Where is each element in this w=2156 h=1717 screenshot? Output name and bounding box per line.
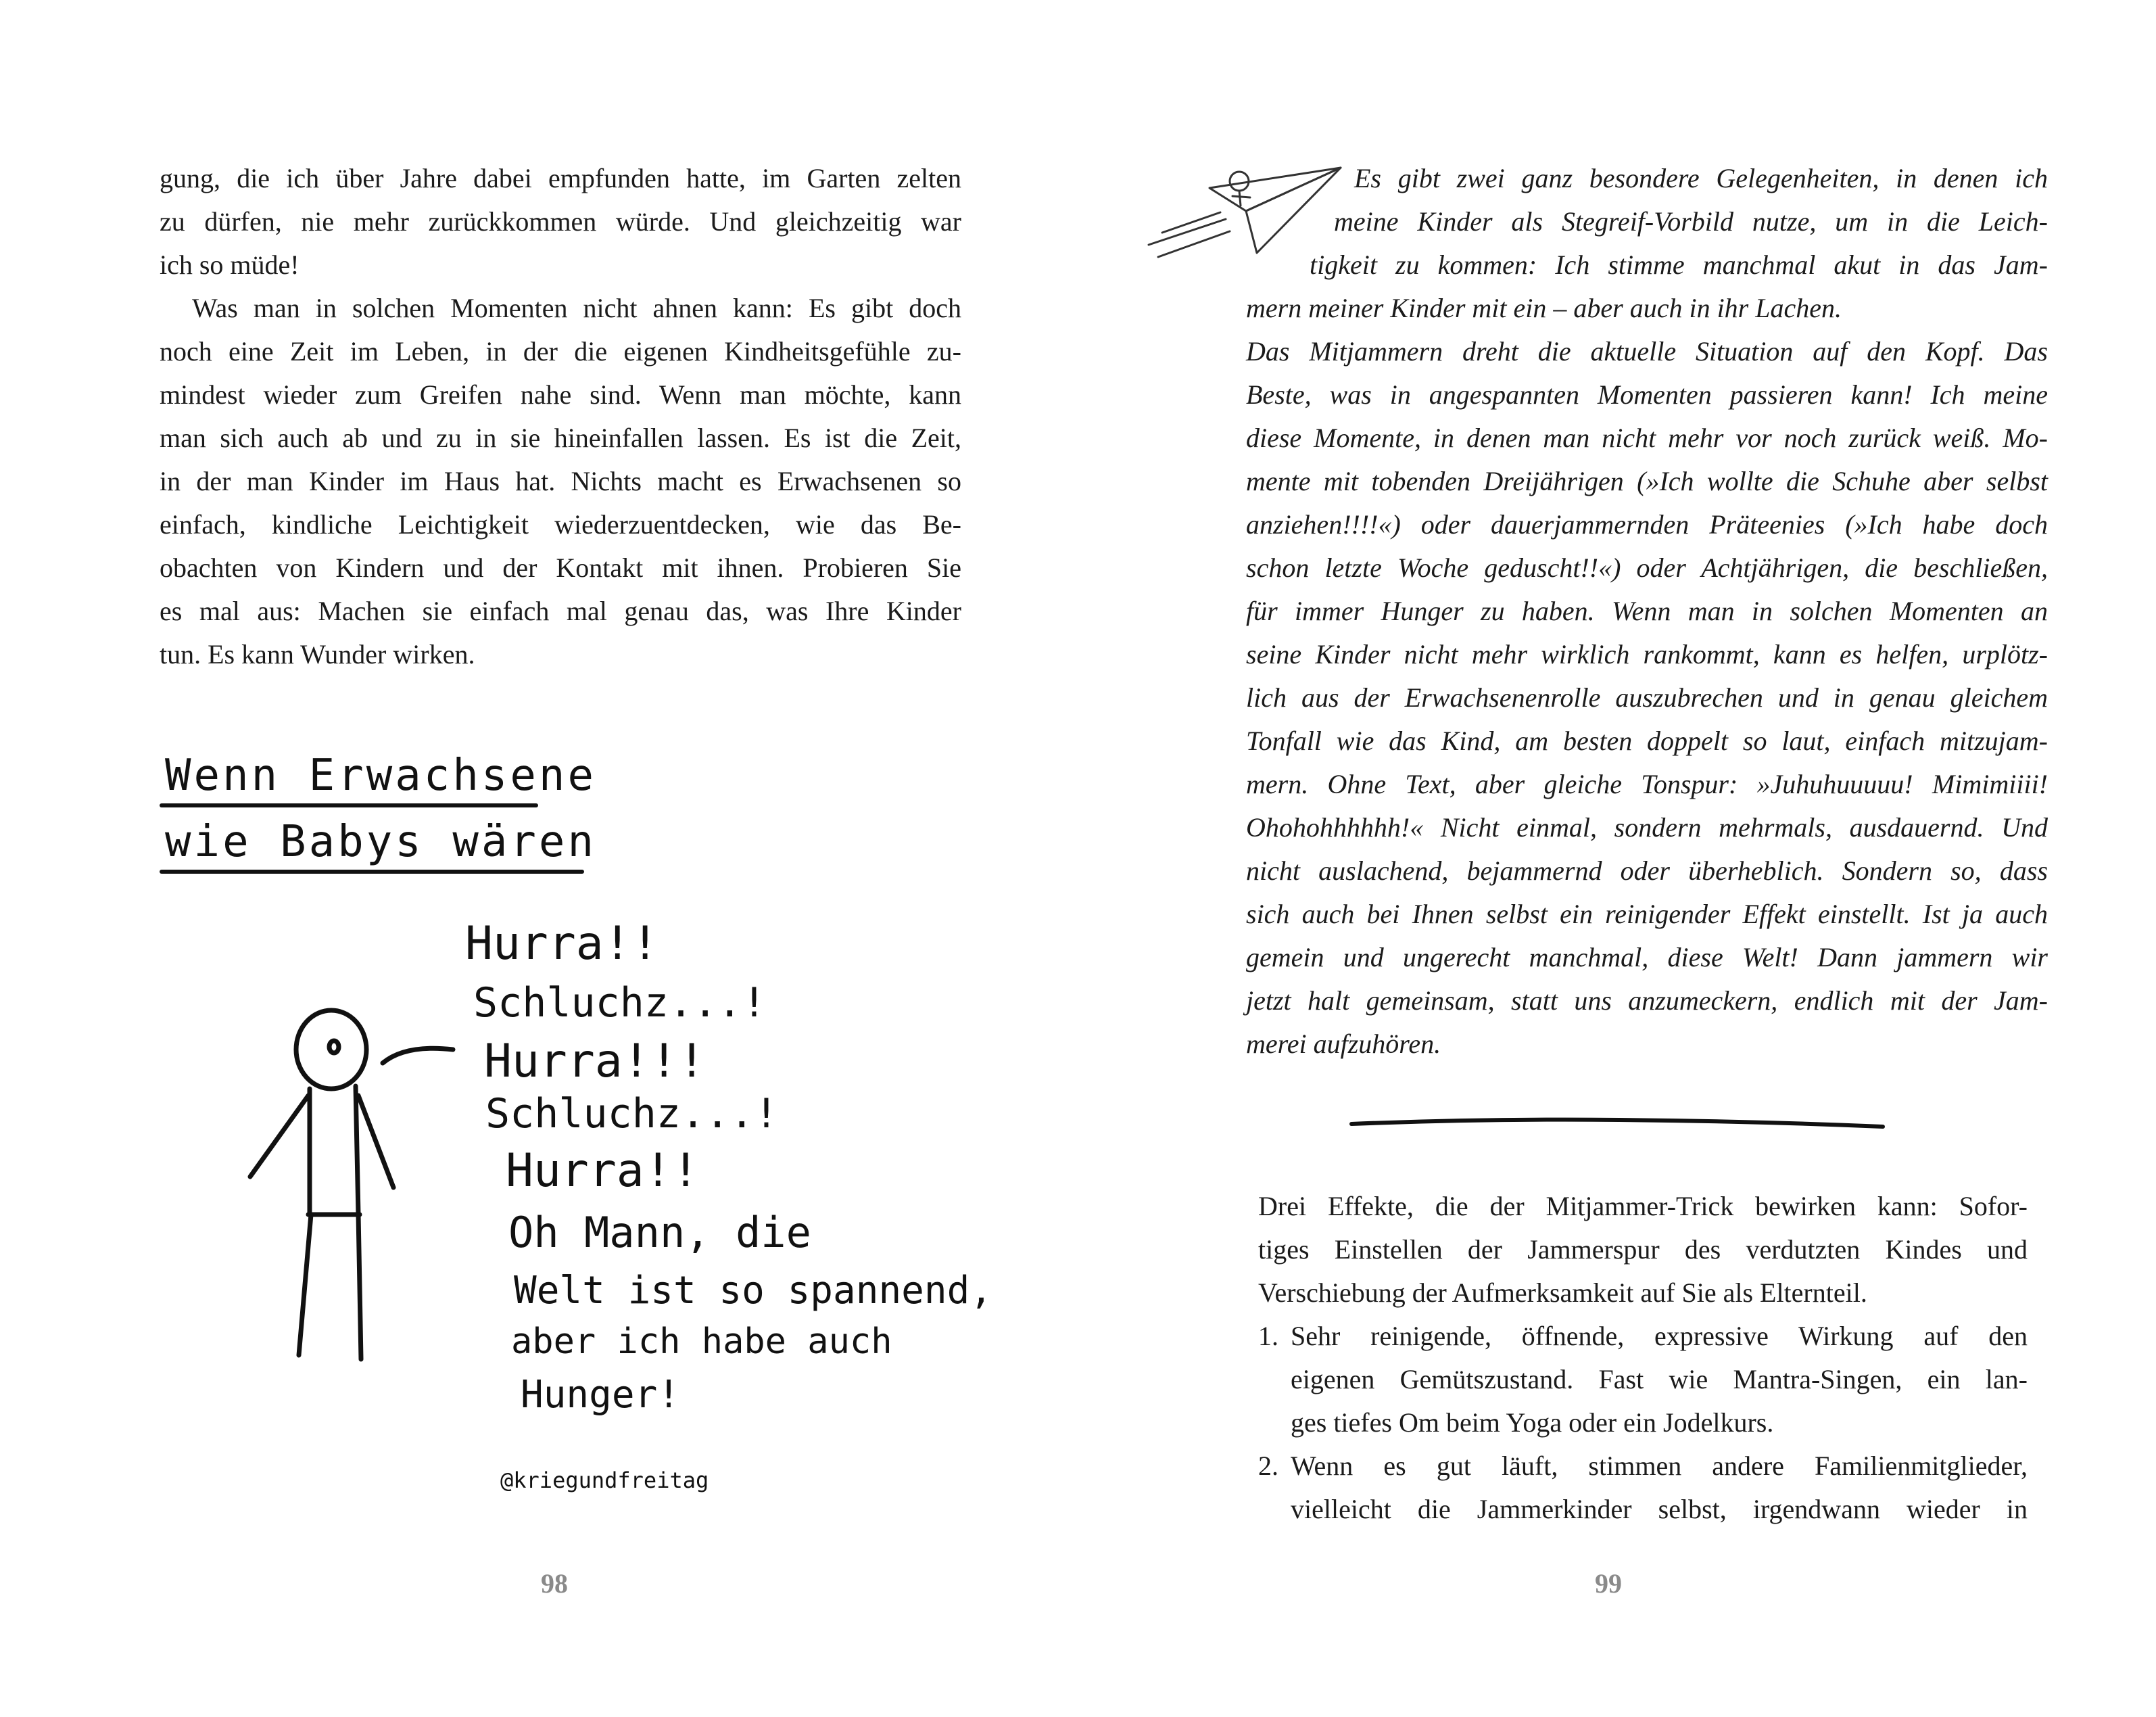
text-line: in der man Kinder im Haus hat. Nichts macht es Erwachsenen so (160, 466, 961, 496)
text-line: Das Mitjammern dreht die aktuelle Situation auf den Kopf. Das (1246, 336, 2048, 367)
signature: @kriegundfreitag (500, 1467, 709, 1493)
text-line: zu dürfen, nie mehr zurückkommen würde. Und gleichzeitig war (160, 206, 961, 237)
right-page (1078, 0, 2156, 1717)
text-line: eigenen Gemütszustand. Fast wie Mantra-Singen, ein lan- (1291, 1364, 2028, 1394)
list-number: 2. (1258, 1451, 1278, 1481)
text-line: ich so müde! (160, 250, 300, 280)
title-underline-1 (160, 803, 538, 807)
text-line: merei aufzuhören. (1246, 1029, 1441, 1059)
list-number: 1. (1258, 1321, 1278, 1351)
text-line: für immer Hunger zu haben. Wenn man in solchen Momenten an (1246, 596, 2048, 626)
speech-line: Schluchz...! (485, 1090, 779, 1137)
text-line: seine Kinder nicht mehr wirklich rankommt, kann es helfen, urplötz- (1246, 639, 2048, 669)
text-line: tun. Es kann Wunder wirken. (160, 639, 475, 669)
page-number-left: 98 (541, 1568, 568, 1599)
speech-line: Schluchz...! (473, 979, 767, 1027)
speech-line: Oh Mann, die (508, 1208, 811, 1257)
text-line: Verschiebung der Aufmerksamkeit auf Sie als Elternteil. (1258, 1277, 1867, 1308)
text-line: Beste, was in angespannten Momenten passieren kann! Ich meine (1246, 379, 2048, 410)
right-intro-text (1258, 1185, 2028, 1315)
text-line: es mal aus: Machen sie einfach mal genau das, was Ihre Kinder (160, 596, 961, 626)
text-line: mindest wieder zum Greifen nahe sind. Wenn man möchte, kann (160, 379, 961, 410)
text-line: ges tiefes Om beim Yoga oder ein Jodelkurs. (1291, 1407, 1774, 1438)
text-line: vielleicht die Jammerkinder selbst, irgendwann wieder in (1291, 1494, 2028, 1524)
text-line: mern meiner Kinder mit ein – aber auch in ihr Lachen. (1246, 293, 1842, 323)
text-line: mern. Ohne Text, aber gleiche Tonspur: »Juhuhuuuuu! Mimimiiii! (1246, 769, 2048, 799)
text-line: einfach, kindliche Leichtigkeit wiederzuentdecken, wie das Be- (160, 509, 961, 540)
text-line: jetzt halt gemeinsam, statt uns anzumeckern, endlich mit der Jam- (1246, 985, 2048, 1016)
right-italic-text (1078, 157, 2048, 1066)
speech-line: Hurra!! (506, 1144, 700, 1198)
speech-line: Hurra!!! (484, 1035, 706, 1088)
text-line: Drei Effekte, die der Mitjammer-Trick bewirken kann: Sofor- (1258, 1191, 2028, 1221)
list-item (1258, 1444, 2028, 1531)
speech-line: aber ich habe auch (511, 1321, 892, 1362)
text-line: tiges Einstellen der Jammerspur des verdutzten Kindes und (1258, 1234, 2028, 1265)
speech-line: Welt ist so spannend, (514, 1269, 993, 1313)
text-line: schon letzte Woche geduscht!!«) oder Achtjährigen, die beschließen, (1246, 552, 2048, 583)
list-item (1258, 1315, 2028, 1444)
text-line: Was man in solchen Momenten nicht ahnen kann: Es gibt doch (192, 293, 961, 323)
text-line: man sich auch ab und zu in sie hineinfallen lassen. Es ist die Zeit, (160, 423, 961, 453)
text-line: Sehr reinigende, öffnende, expressive Wirkung auf den (1291, 1321, 2028, 1351)
text-line: tigkeit zu kommen: Ich stimme manchmal akut in das Jam- (1310, 250, 2048, 280)
stick-figure-icon (223, 1001, 466, 1380)
section-divider (1349, 1109, 1890, 1136)
text-line: gemein und ungerecht manchmal, diese Welt! Dann jammern wir (1246, 942, 2048, 972)
text-line: meine Kinder als Stegreif-Vorbild nutze, um in die Leich- (1334, 206, 2048, 237)
text-line: obachten von Kindern und der Kontakt mit ihnen. Probieren Sie (160, 552, 961, 583)
text-line: nicht auslachend, bejammernd oder überheblich. Sondern so, dass (1246, 855, 2048, 886)
speech-line: Hunger! (521, 1373, 681, 1417)
text-line: gung, die ich über Jahre dabei empfunden hatte, im Garten zelten (160, 163, 961, 193)
illustration-title-line1: Wenn Erwachsene (165, 751, 596, 801)
illustration-title-line2: wie Babys wären (165, 817, 596, 867)
text-line: Ohohohhhhhh!« Nicht einmal, sondern mehrmals, ausdauernd. Und (1246, 812, 2048, 843)
left-body-text (160, 157, 961, 676)
text-line: Tonfall wie das Kind, am besten doppelt so laut, einfach mitzujam- (1246, 726, 2048, 756)
text-line: lich aus der Erwachsenenrolle auszubrechen und in genau gleichem (1246, 682, 2048, 713)
page-number-right: 99 (1595, 1568, 1622, 1599)
text-line: anziehen!!!!«) oder dauerjammernden Präteenies (»Ich habe doch (1246, 509, 2048, 540)
text-line: Es gibt zwei ganz besondere Gelegenheiten, in denen ich (1354, 163, 2048, 193)
text-line: Wenn es gut läuft, stimmen andere Familienmitglieder, (1291, 1451, 2028, 1481)
title-underline-2 (160, 870, 584, 874)
speech-line: Hurra!! (465, 917, 659, 970)
text-line: sich auch bei Ihnen selbst ein reinigender Effekt einstellt. Ist ja auch (1246, 899, 2048, 929)
text-line: diese Momente, in denen man nicht mehr vor noch zurück weiß. Mo- (1246, 423, 2048, 453)
text-line: mente mit tobenden Dreijährigen (»Ich wollte die Schuhe aber selbst (1246, 466, 2048, 496)
text-line: noch eine Zeit im Leben, in der die eigenen Kindheitsgefühle zu- (160, 336, 961, 367)
